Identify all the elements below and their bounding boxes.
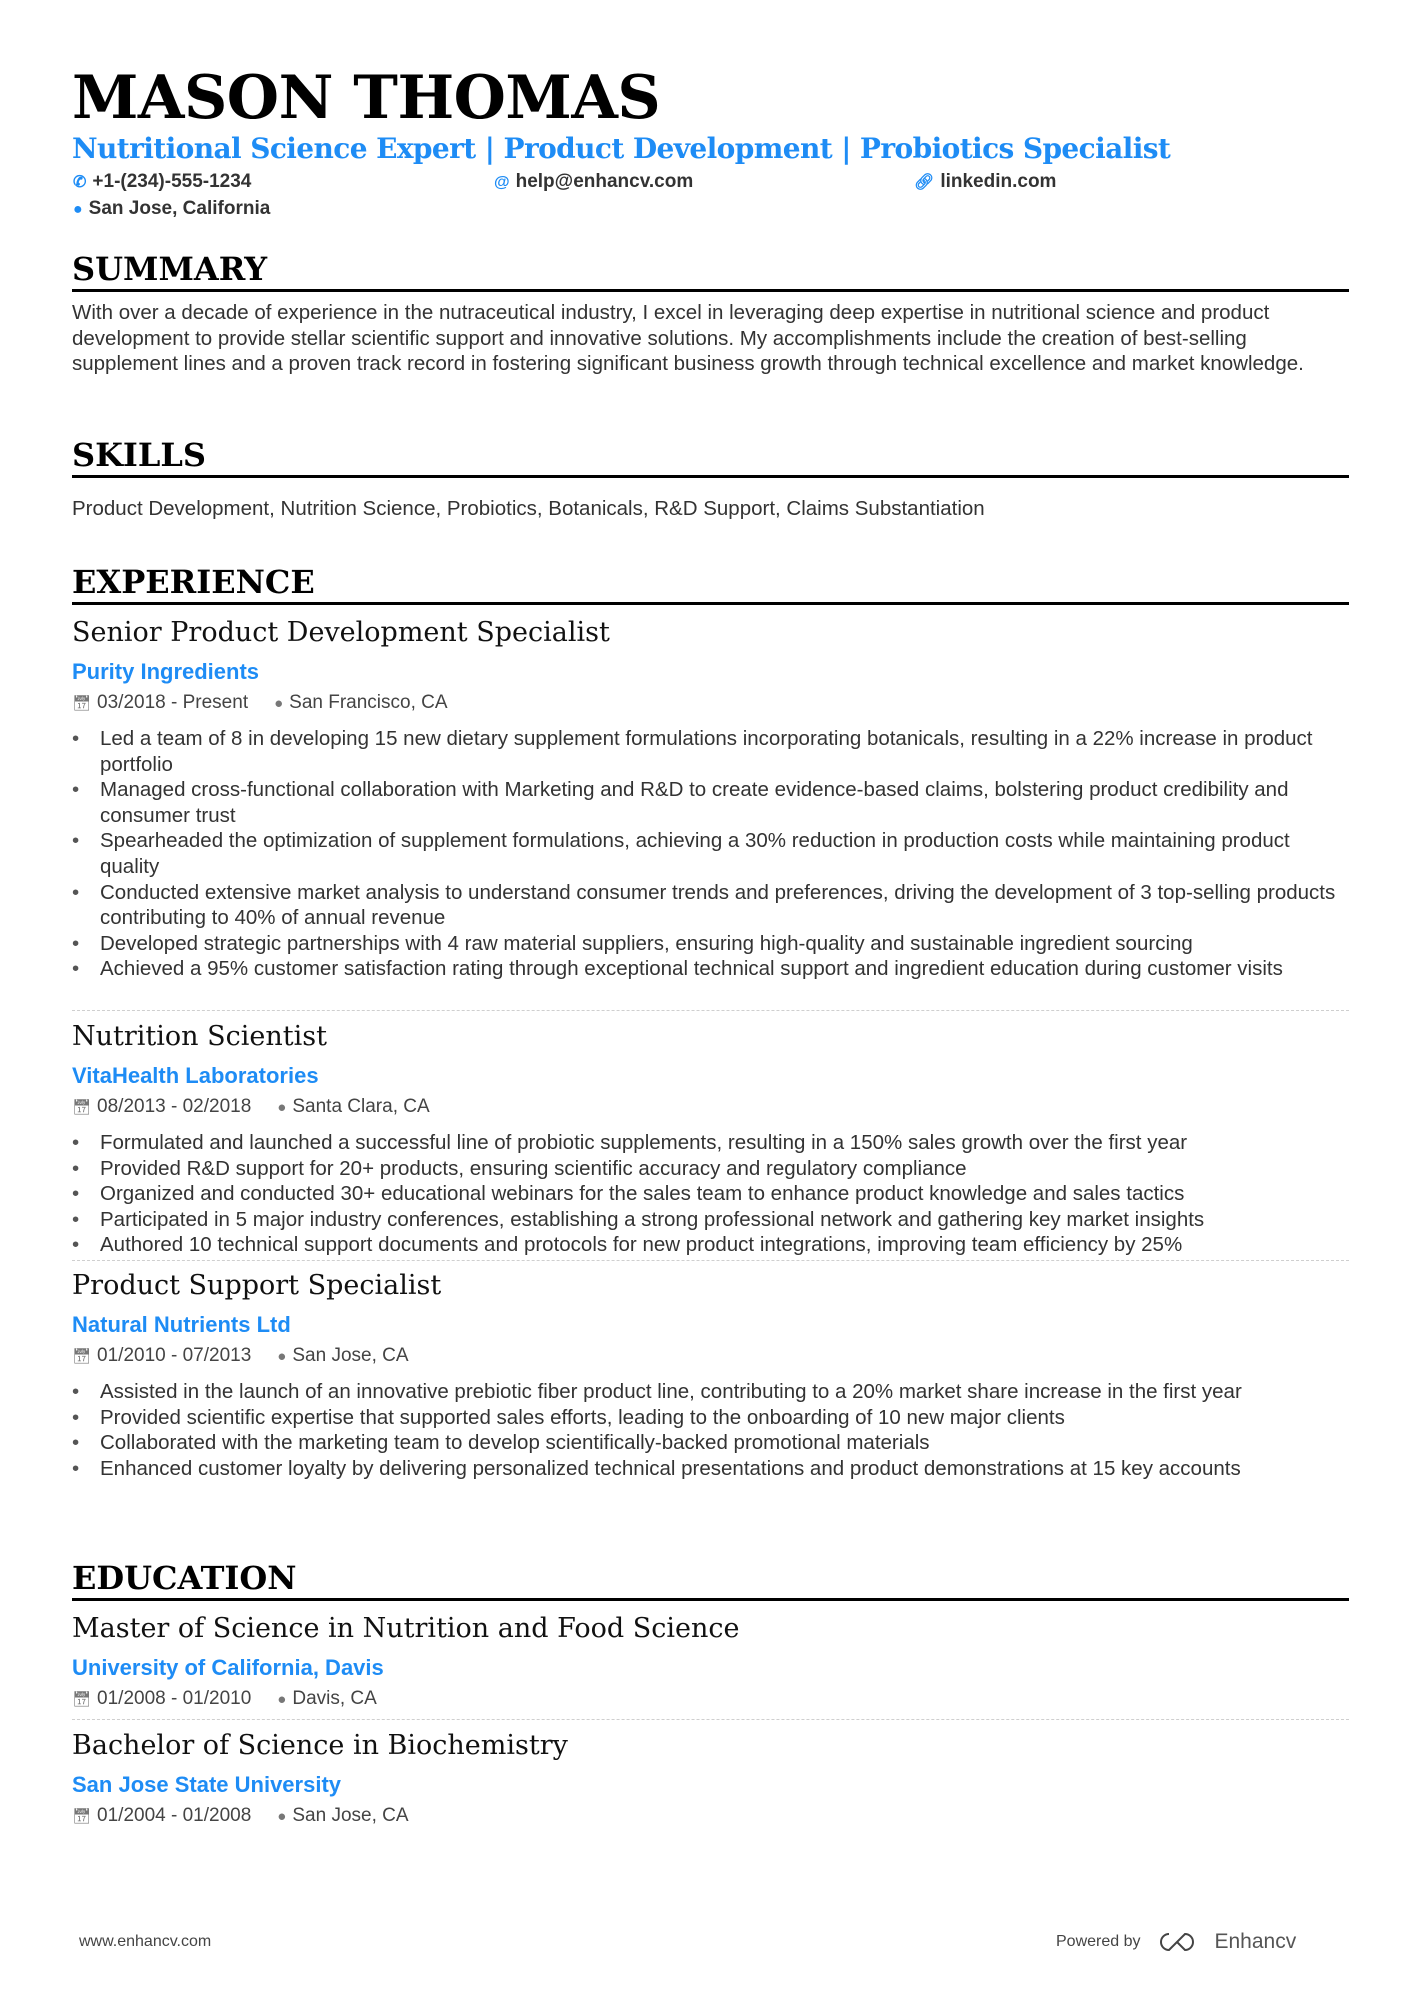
location-pin-icon: ● bbox=[277, 1099, 287, 1116]
contact-location bbox=[73, 196, 270, 223]
bullet-item: • Authored 10 technical support documents and protocols for new product integrations, improving team efficiency by 25% bbox=[72, 1232, 1349, 1258]
contact-phone[interactable] bbox=[73, 169, 251, 196]
education-item bbox=[72, 1728, 1349, 1830]
email-text: help@enhancv.com bbox=[515, 171, 694, 192]
location-pin-icon: ● bbox=[73, 201, 83, 218]
education-item bbox=[72, 1611, 1349, 1713]
degree: Master of Science in Nutrition and Food Science bbox=[72, 1613, 740, 1644]
location: Davis, CA bbox=[292, 1688, 377, 1709]
dates: 08/2013 - 02/2018 bbox=[97, 1096, 252, 1117]
phone-text: +1-(234)-555-1234 bbox=[92, 171, 252, 192]
degree: Bachelor of Science in Biochemistry bbox=[72, 1730, 568, 1761]
company-name[interactable]: VitaHealth Laboratories bbox=[72, 1063, 319, 1088]
bullet-item: • Led a team of 8 in developing 15 new dietary supplement formulations incorporating botanicals, resulting in a 22% increase in product portfolio bbox=[72, 726, 1349, 777]
candidate-headline: Nutritional Science Expert | Product Development | Probiotics Specialist bbox=[72, 132, 1171, 165]
location: Santa Clara, CA bbox=[292, 1096, 430, 1117]
dates: 03/2018 - Present bbox=[97, 692, 249, 713]
phone-icon: ✆ bbox=[73, 174, 87, 191]
bullet-list bbox=[72, 1379, 1349, 1481]
skills-text: Product Development, Nutrition Science, Probiotics, Botanicals, R&D Support, Claims Substantiation bbox=[72, 497, 985, 520]
divider bbox=[72, 1260, 1349, 1261]
dates: 01/2010 - 07/2013 bbox=[97, 1345, 252, 1366]
bullet-item: • Developed strategic partnerships with 4 raw material suppliers, ensuring high-quality and sustainable ingredient sourcing bbox=[72, 931, 1349, 957]
job-title: Product Support Specialist bbox=[72, 1270, 442, 1301]
link-text: linkedin.com bbox=[940, 171, 1057, 192]
dates-location bbox=[72, 1803, 1349, 1830]
location: San Jose, CA bbox=[292, 1345, 409, 1366]
location-pin-icon: ● bbox=[277, 1348, 287, 1365]
location-pin-icon: ● bbox=[277, 1691, 287, 1708]
calendar-icon: 📅︎ bbox=[72, 695, 92, 712]
contact-link[interactable] bbox=[914, 169, 1056, 196]
location-pin-icon: ● bbox=[277, 1808, 287, 1825]
calendar-icon: 📅︎ bbox=[72, 1691, 92, 1708]
bullet-item: • Assisted in the launch of an innovative prebiotic fiber product line, contributing to a 20% market share increase in the first year bbox=[72, 1379, 1349, 1405]
experience-item bbox=[72, 1268, 1349, 1481]
education-section bbox=[72, 1558, 1349, 1601]
job-title: Nutrition Scientist bbox=[72, 1021, 327, 1052]
dates-location bbox=[72, 1094, 1349, 1121]
enhancv-logo-icon bbox=[1155, 1930, 1201, 1954]
experience-item bbox=[72, 1019, 1349, 1258]
calendar-icon: 📅︎ bbox=[72, 1348, 92, 1365]
summary-heading: SUMMARY bbox=[72, 249, 1349, 292]
dates-location bbox=[72, 1343, 1349, 1370]
bullet-item: • Formulated and launched a successful line of probiotic supplements, resulting in a 150% sales growth over the first year bbox=[72, 1130, 1349, 1156]
summary-text: With over a decade of experience in the nutraceutical industry, I excel in leveraging deep expertise in nutritional science and product development to provide stellar scientific support and innovative solutions. My accomplishments include the creation of best-selling supplement lines and a proven track record in fostering significant business growth through technical excellence and market knowledge. bbox=[72, 301, 1304, 376]
bullet-item: • Participated in 5 major industry conferences, establishing a strong professional network and gathering key market insights bbox=[72, 1207, 1349, 1233]
company-name[interactable]: Purity Ingredients bbox=[72, 659, 260, 684]
experience-heading: EXPERIENCE bbox=[72, 562, 1349, 605]
location-pin-icon: ● bbox=[274, 695, 284, 712]
location-text: San Jose, California bbox=[88, 198, 271, 219]
candidate-name: MASON THOMAS bbox=[72, 63, 661, 133]
job-title: Senior Product Development Specialist bbox=[72, 617, 610, 648]
bullet-item: • Collaborated with the marketing team to develop scientifically-backed promotional materials bbox=[72, 1430, 1349, 1456]
footer-website[interactable]: www.enhancv.com bbox=[79, 1933, 212, 1950]
school-name[interactable]: University of California, Davis bbox=[72, 1655, 384, 1680]
calendar-icon: 📅︎ bbox=[72, 1099, 92, 1116]
powered-by-text: Powered by bbox=[1056, 1933, 1141, 1950]
skills-section bbox=[72, 435, 1349, 522]
divider bbox=[72, 1010, 1349, 1011]
bullet-item: • Enhanced customer loyalty by delivering personalized technical presentations and product demonstrations at 15 key accounts bbox=[72, 1456, 1349, 1482]
school-name[interactable]: San Jose State University bbox=[72, 1772, 342, 1797]
dates: 01/2004 - 01/2008 bbox=[97, 1805, 252, 1826]
contact-email[interactable] bbox=[494, 169, 693, 196]
link-icon: 🔗︎ bbox=[914, 174, 935, 191]
experience-item bbox=[72, 615, 1349, 982]
footer-powered-by bbox=[1056, 1930, 1296, 1954]
divider bbox=[72, 1719, 1349, 1720]
at-icon: @ bbox=[494, 174, 510, 191]
experience-section bbox=[72, 562, 1349, 605]
location: San Jose, CA bbox=[292, 1805, 409, 1826]
company-name[interactable]: Natural Nutrients Ltd bbox=[72, 1312, 291, 1337]
bullet-item: • Provided scientific expertise that supported sales efforts, leading to the onboarding of 10 new major clients bbox=[72, 1405, 1349, 1431]
location: San Francisco, CA bbox=[289, 692, 448, 713]
brand-text: Enhancv bbox=[1214, 1930, 1297, 1953]
bullet-list bbox=[72, 1130, 1349, 1258]
bullet-item: • Organized and conducted 30+ educational webinars for the sales team to enhance product knowledge and sales tactics bbox=[72, 1181, 1349, 1207]
dates-location bbox=[72, 1686, 1349, 1713]
calendar-icon: 📅︎ bbox=[72, 1808, 92, 1825]
dates: 01/2008 - 01/2010 bbox=[97, 1688, 252, 1709]
dates-location bbox=[72, 690, 1349, 717]
bullet-item: • Managed cross-functional collaboration with Marketing and R&D to create evidence-based claims, bolstering product credibility and consumer trust bbox=[72, 777, 1349, 828]
skills-heading: SKILLS bbox=[72, 435, 1349, 478]
bullet-item: • Conducted extensive market analysis to understand consumer trends and preferences, driving the development of 3 top-selling products contributing to 40% of annual revenue bbox=[72, 880, 1349, 931]
bullet-item: • Achieved a 95% customer satisfaction rating through exceptional technical support and ingredient education during customer visits bbox=[72, 956, 1349, 982]
summary-section bbox=[72, 249, 1349, 377]
bullet-item: • Spearheaded the optimization of supplement formulations, achieving a 30% reduction in production costs while maintaining product quality bbox=[72, 828, 1349, 879]
bullet-item: • Provided R&D support for 20+ products, ensuring scientific accuracy and regulatory compliance bbox=[72, 1156, 1349, 1182]
bullet-list bbox=[72, 726, 1349, 982]
education-heading: EDUCATION bbox=[72, 1558, 1349, 1601]
